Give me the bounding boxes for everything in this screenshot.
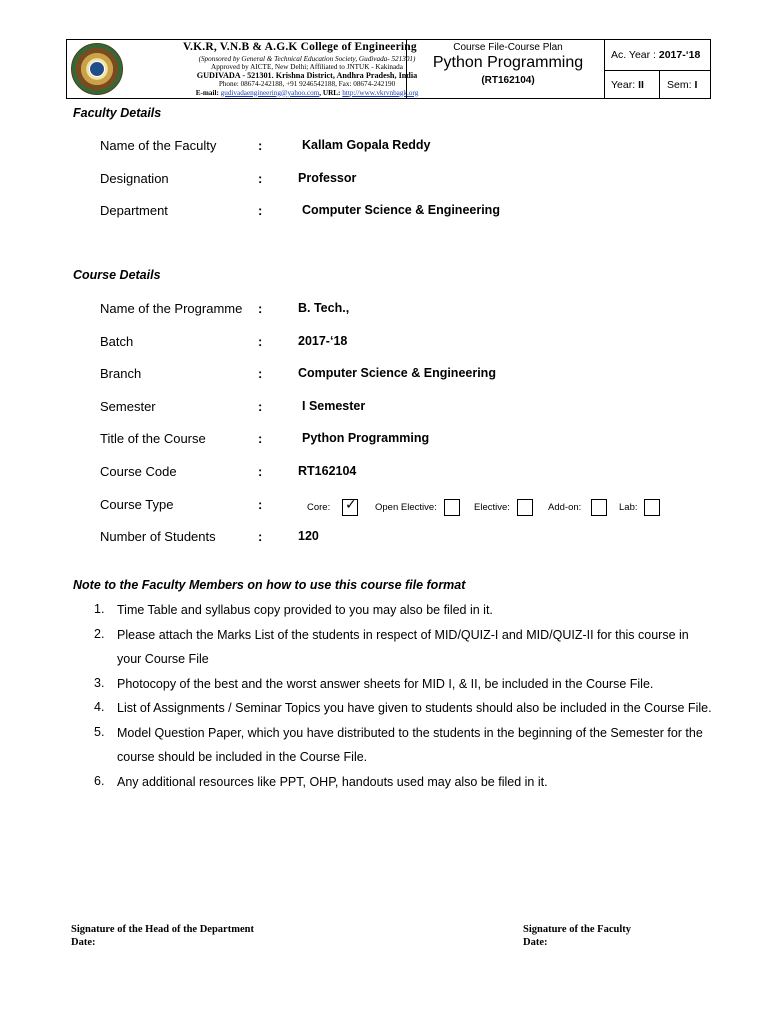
branch-label: Branch bbox=[100, 366, 142, 381]
faculty-name-label: Name of the Faculty bbox=[100, 138, 217, 153]
colon: : bbox=[258, 301, 263, 316]
course-code-value: RT162104 bbox=[298, 464, 357, 478]
address-line: GUDIVADA - 521301. Krishna District, Andhra Pradesh, India bbox=[196, 70, 418, 80]
document-header bbox=[66, 39, 711, 99]
course-type-open-elective-label: Open Elective: bbox=[375, 502, 437, 513]
year-field: Year: II bbox=[611, 79, 644, 91]
note-item: Photocopy of the best and the worst answer sheets for MID I, & II, be included in the Course File. bbox=[117, 677, 654, 691]
academic-year: Ac. Year : 2017-‘18 bbox=[611, 49, 701, 61]
note-item: Model Question Paper, which you have distributed to the students in the beginning of the Semester for the course should be included in the Course File. bbox=[117, 726, 703, 764]
colon: : bbox=[258, 171, 263, 186]
course-type-lab-label: Lab: bbox=[619, 502, 638, 513]
hod-date-label: Date: bbox=[71, 937, 96, 948]
addon-checkbox[interactable] bbox=[591, 499, 607, 516]
note-number: 3. bbox=[94, 676, 105, 690]
hod-signature-title: Signature of the Head of the Department bbox=[71, 924, 254, 935]
colon: : bbox=[258, 138, 263, 153]
notes-heading: Note to the Faculty Members on how to use this course file format bbox=[73, 578, 466, 592]
semester-value: I Semester bbox=[302, 399, 366, 413]
note-number: 1. bbox=[94, 602, 105, 616]
designation-value: Professor bbox=[298, 171, 357, 185]
colon: : bbox=[258, 431, 263, 446]
note-item: Time Table and syllabus copy provided to you may also be filed in it. bbox=[117, 603, 493, 617]
course-type-elective-label: Elective: bbox=[474, 502, 510, 513]
students-label: Number of Students bbox=[100, 529, 216, 544]
open-elective-checkbox[interactable] bbox=[444, 499, 460, 516]
colon: : bbox=[258, 203, 263, 218]
programme-value: B. Tech., bbox=[298, 301, 350, 315]
colon: : bbox=[258, 529, 263, 544]
note-item: Please attach the Marks List of the students in respect of MID/QUIZ-I and MID/QUIZ-II for this course in your Course File bbox=[117, 628, 689, 666]
colon: : bbox=[258, 334, 263, 349]
course-details-heading: Course Details bbox=[73, 268, 161, 282]
college-name: V.K.R, V.N.B & A.G.K College of Engineering bbox=[183, 41, 417, 53]
course-title-label: Title of the Course bbox=[100, 431, 206, 446]
hod-signature-block bbox=[71, 923, 254, 949]
course-code-label: Course Code bbox=[100, 464, 177, 479]
note-number: 5. bbox=[94, 725, 105, 739]
designation-label: Designation bbox=[100, 171, 169, 186]
faculty-details-heading: Faculty Details bbox=[73, 106, 162, 120]
note-item: List of Assignments / Seminar Topics you have given to students should also be included in the Course File. bbox=[117, 701, 712, 715]
semester-label: Semester bbox=[100, 399, 156, 414]
faculty-date-label: Date: bbox=[523, 937, 548, 948]
college-logo bbox=[71, 43, 123, 95]
colon: : bbox=[258, 399, 263, 414]
contact-line: E-mail: gudivadaengineering@yahoo.com, URL: http://www.vkrvnbagk.org bbox=[195, 88, 419, 97]
course-title: Python Programming bbox=[432, 54, 584, 71]
faculty-name-value: Kallam Gopala Reddy bbox=[302, 138, 431, 152]
colon: : bbox=[258, 497, 263, 512]
colon: : bbox=[258, 464, 263, 479]
department-value: Computer Science & Engineering bbox=[302, 203, 500, 217]
lab-checkbox[interactable] bbox=[644, 499, 660, 516]
course-type-label: Course Type bbox=[100, 497, 174, 512]
phone-line: Phone: 08674-242188, +91 9246542188, Fax: 08674-242190 bbox=[218, 80, 396, 89]
check-mark-icon: ✓ bbox=[345, 497, 357, 513]
semester-field: Sem: I bbox=[667, 79, 698, 91]
note-item: Any additional resources like PPT, OHP, handouts used may also be filed in it. bbox=[117, 775, 548, 789]
colon: : bbox=[258, 366, 263, 381]
batch-label: Batch bbox=[100, 334, 134, 349]
core-checkbox[interactable] bbox=[342, 499, 358, 516]
faculty-signature-block bbox=[523, 923, 631, 949]
course-title-value: Python Programming bbox=[302, 431, 430, 445]
course-code: (RT162104) bbox=[481, 75, 535, 86]
file-type: Course File-Course Plan bbox=[453, 42, 563, 53]
approval-line: Approved by AICTE, New Delhi; Affiliated to JNTUK - Kakinada bbox=[211, 63, 403, 72]
email-link[interactable]: gudivadaengineering@yahoo.com bbox=[220, 88, 320, 97]
note-number: 6. bbox=[94, 774, 105, 788]
students-value: 120 bbox=[298, 529, 319, 543]
elective-checkbox[interactable] bbox=[517, 499, 533, 516]
programme-label: Name of the Programme bbox=[100, 301, 243, 316]
course-type-addon-label: Add-on: bbox=[548, 502, 582, 513]
faculty-signature-title: Signature of the Faculty bbox=[523, 924, 632, 935]
course-type-core-label: Core: bbox=[307, 502, 331, 513]
note-number: 4. bbox=[94, 700, 105, 714]
sponsor-line: (Sponsored by General & Technical Education Society, Gudivada- 521301) bbox=[198, 55, 416, 63]
note-number: 2. bbox=[94, 627, 105, 641]
website-link[interactable]: http://www.vkrvnbagk.org bbox=[342, 88, 419, 97]
department-label: Department bbox=[100, 203, 168, 218]
branch-value: Computer Science & Engineering bbox=[298, 366, 496, 380]
batch-value: 2017-‘18 bbox=[298, 334, 348, 348]
